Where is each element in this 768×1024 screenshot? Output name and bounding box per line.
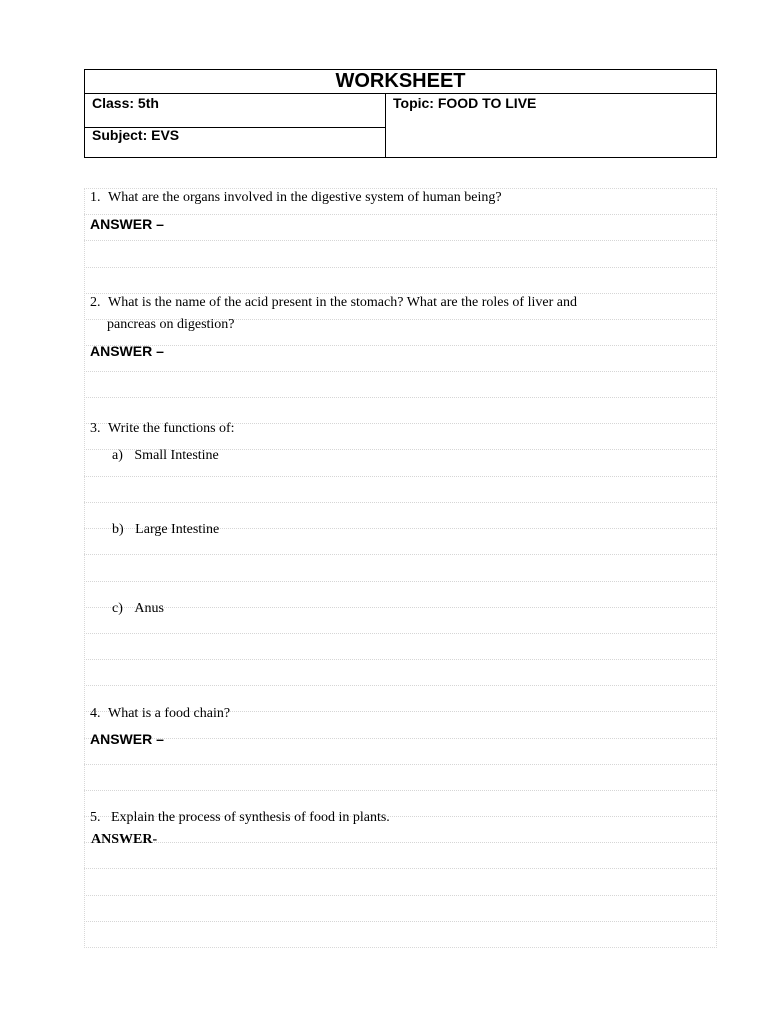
answer-label: ANSWER – bbox=[90, 343, 164, 359]
ruled-line bbox=[84, 267, 717, 268]
question-text: What is the name of the acid present in the stomach? What are the roles of liver and bbox=[108, 295, 577, 310]
question-4 bbox=[90, 706, 230, 722]
question-number: 4. bbox=[90, 706, 101, 721]
ruled-line bbox=[84, 842, 717, 843]
ruled-line bbox=[84, 685, 717, 686]
question-text: What are the organs involved in the digestive system of human being? bbox=[108, 190, 502, 205]
ruled-line bbox=[84, 476, 717, 477]
ruled-line bbox=[84, 345, 717, 346]
question-1 bbox=[90, 190, 502, 206]
ruled-line bbox=[84, 738, 717, 739]
ruled-line bbox=[84, 554, 717, 555]
class-label: Class: 5th bbox=[92, 95, 159, 111]
header-divider-vertical bbox=[385, 94, 386, 158]
part-letter: a) bbox=[112, 448, 123, 463]
subject-label: Subject: EVS bbox=[92, 127, 180, 143]
answer-label: ANSWER – bbox=[90, 731, 164, 747]
question-number: 3. bbox=[90, 421, 101, 436]
ruled-line bbox=[84, 371, 717, 372]
answer-label: ANSWER- bbox=[91, 832, 158, 847]
ruled-line bbox=[84, 240, 717, 241]
ruled-line bbox=[84, 790, 717, 791]
question-part-b bbox=[112, 522, 219, 538]
ruled-line bbox=[84, 764, 717, 765]
header-table bbox=[84, 69, 717, 158]
part-text: Anus bbox=[134, 601, 164, 616]
ruled-line bbox=[84, 397, 717, 398]
part-text: Large Intestine bbox=[135, 522, 220, 537]
question-text: What is a food chain? bbox=[108, 706, 231, 721]
question-text: Explain the process of synthesis of food in plants. bbox=[111, 810, 390, 825]
question-number: 5. bbox=[90, 810, 101, 825]
question-5 bbox=[90, 810, 390, 826]
ruled-line bbox=[84, 895, 717, 896]
question-number: 2. bbox=[90, 295, 101, 310]
part-letter: c) bbox=[112, 601, 123, 616]
ruled-line bbox=[84, 293, 717, 294]
answer-label: ANSWER – bbox=[90, 216, 164, 232]
question-part-a bbox=[112, 448, 219, 464]
ruled-line bbox=[84, 659, 717, 660]
topic-label: Topic: FOOD TO LIVE bbox=[393, 95, 537, 111]
question-2 bbox=[90, 295, 577, 311]
question-text-continued: pancreas on digestion? bbox=[107, 317, 235, 332]
question-text: Write the functions of: bbox=[108, 421, 235, 436]
ruled-line bbox=[84, 214, 717, 215]
ruled-line bbox=[84, 921, 717, 922]
ruled-line bbox=[84, 581, 717, 582]
ruled-line bbox=[84, 502, 717, 503]
question-3 bbox=[90, 421, 235, 437]
question-number: 1. bbox=[90, 190, 101, 205]
ruled-line bbox=[84, 607, 717, 608]
question-part-c bbox=[112, 601, 164, 617]
worksheet-title: WORKSHEET bbox=[85, 70, 716, 94]
part-letter: b) bbox=[112, 522, 124, 537]
part-text: Small Intestine bbox=[134, 448, 219, 463]
ruled-line bbox=[84, 633, 717, 634]
ruled-line bbox=[84, 868, 717, 869]
